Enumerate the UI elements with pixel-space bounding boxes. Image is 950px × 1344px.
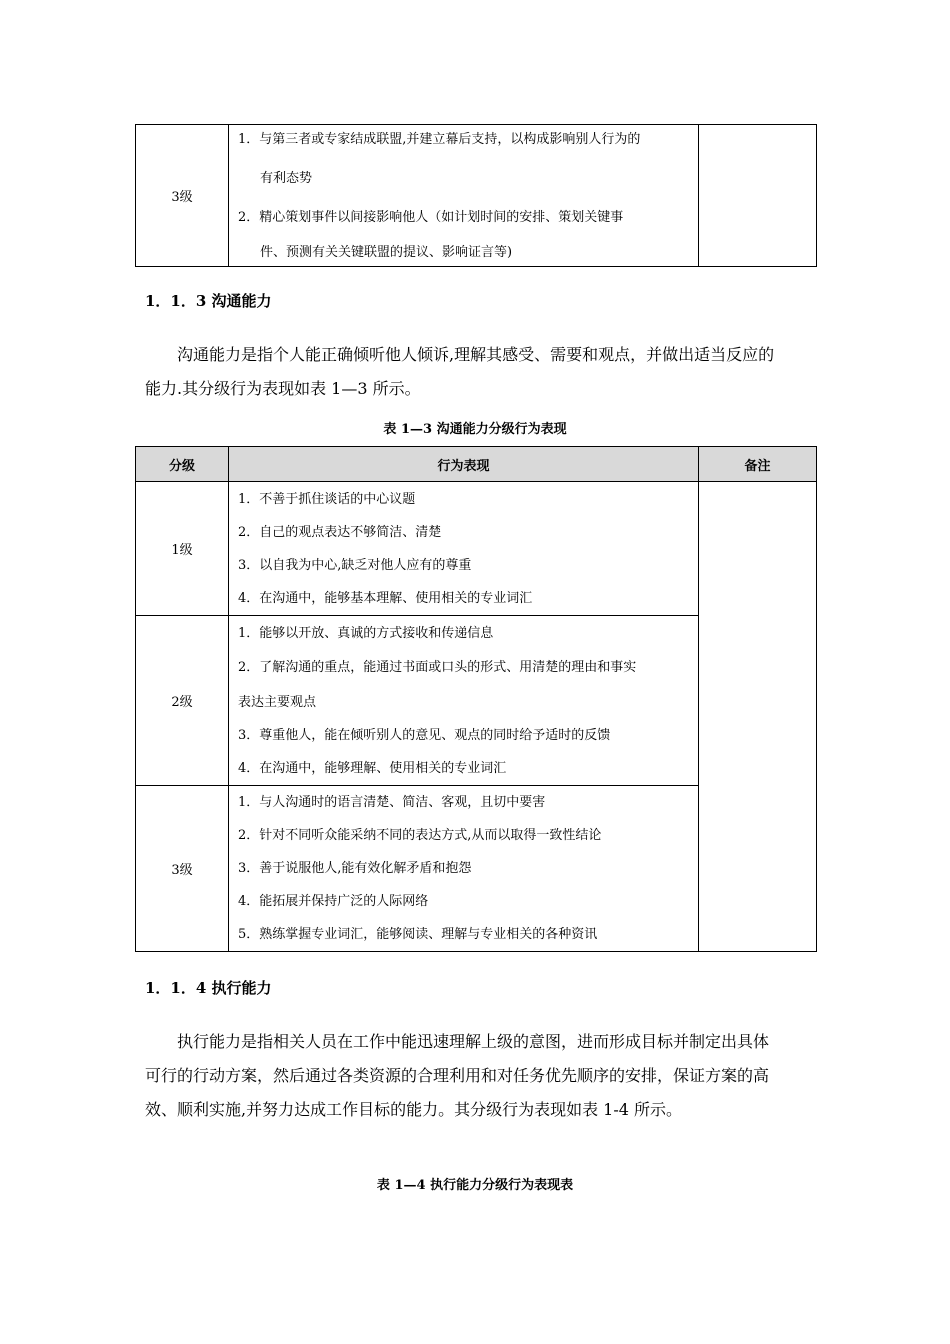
level-cell: 3级 — [136, 786, 229, 952]
behavior-line: 1．与第三者或专家结成联盟,并建立幕后支持，以构成影响别人行为的 — [238, 131, 641, 147]
behavior-item: 4．能拓展并保持广泛的人际网络 — [238, 894, 429, 909]
behavior-item: 2．了解沟通的重点，能通过书面或口头的形式、用清楚的理由和事实 — [238, 659, 637, 675]
behavior-line: 件、预测有关关键联盟的提议、影响证言等) — [260, 244, 513, 260]
behavior-cell — [229, 482, 699, 616]
behavior-line: 2．精心策划事件以间接影响他人（如计划时间的安排、策划关键事 — [238, 209, 624, 225]
level-cell: 1级 — [136, 482, 229, 616]
section-heading-113: 1．1．3 沟通能力 — [145, 292, 272, 310]
table-communication-levels — [135, 446, 817, 952]
section-heading-114: 1．1．4 执行能力 — [145, 979, 272, 997]
behavior-item: 3．善于说服他人,能有效化解矛盾和抱怨 — [238, 861, 472, 876]
paragraph-line: 沟通能力是指个人能正确倾听他人倾诉,理解其感受、需要和观点，并做出适当反应的 — [177, 345, 775, 364]
column-header-level: 分级 — [136, 447, 229, 482]
behavior-item: 2．自己的观点表达不够简洁、清楚 — [238, 524, 442, 540]
behavior-item: 4．在沟通中，能够理解、使用相关的专业词汇 — [238, 760, 507, 776]
level-cell: 3级 — [136, 125, 229, 267]
column-header-remark: 备注 — [699, 447, 817, 482]
table-row — [136, 125, 817, 267]
behavior-item: 4．在沟通中，能够基本理解、使用相关的专业词汇 — [238, 590, 533, 606]
behavior-item: 3．尊重他人，能在倾听别人的意见、观点的同时给予适时的反馈 — [238, 727, 611, 743]
remark-cell — [699, 482, 817, 952]
paragraph-line: 可行的行动方案，然后通过各类资源的合理利用和对任务优先顺序的安排，保证方案的高 — [145, 1066, 770, 1085]
behavior-item: 3．以自我为中心,缺乏对他人应有的尊重 — [238, 557, 472, 573]
behavior-item: 1．不善于抓住谈话的中心议题 — [238, 491, 416, 507]
behavior-item-continuation: 表达主要观点 — [238, 694, 317, 710]
table-row — [136, 482, 817, 616]
paragraph-line: 效、顺利实施,并努力达成工作目标的能力。其分级行为表现如表 1-4 所示。 — [145, 1100, 683, 1119]
level-cell: 2级 — [136, 616, 229, 786]
behavior-item: 2．针对不同听众能采纳不同的表达方式,从而以取得一致性结论 — [238, 828, 602, 843]
behavior-line: 有利态势 — [260, 170, 313, 186]
behavior-cell — [229, 616, 699, 786]
table-caption-14: 表 1—4 执行能力分级行为表现表 — [376, 1178, 574, 1193]
remark-cell — [699, 125, 817, 267]
section-paragraph-114 — [145, 1025, 805, 1127]
behavior-item: 5．熟练掌握专业词汇，能够阅读、理解与专业相关的各种资讯 — [238, 927, 598, 942]
table-top-continuation — [135, 124, 817, 267]
paragraph-line: 执行能力是指相关人员在工作中能迅速理解上级的意图，进而形成目标并制定出具体 — [177, 1032, 770, 1051]
behavior-item: 1．与人沟通时的语言清楚、简洁、客观，且切中要害 — [238, 795, 546, 810]
behavior-cell — [229, 125, 699, 267]
table-header-row — [136, 447, 817, 482]
column-header-behavior: 行为表现 — [229, 447, 699, 482]
behavior-cell — [229, 786, 699, 952]
paragraph-line: 能力.其分级行为表现如表 1—3 所示。 — [145, 379, 421, 398]
section-paragraph-113 — [145, 338, 805, 406]
behavior-item: 1．能够以开放、真诚的方式接收和传递信息 — [238, 625, 494, 641]
table-caption-13: 表 1—3 沟通能力分级行为表现 — [383, 422, 567, 437]
